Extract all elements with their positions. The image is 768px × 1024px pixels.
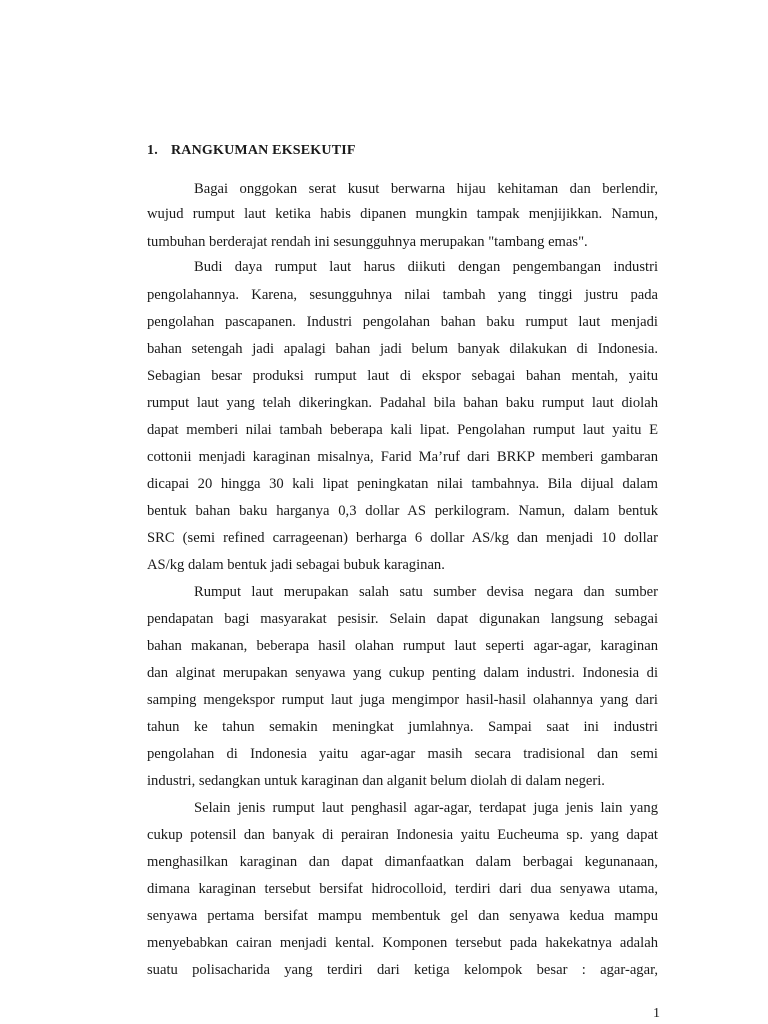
text-line: bentuk bahan baku harganya 0,3 dollar AS perkilogram. Namun, dalam bentuk xyxy=(147,503,658,519)
text-line: cottonii menjadi karaginan misalnya, Farid Ma’ruf dari BRKP memberi gambaran xyxy=(147,449,658,465)
text-line: pengolahan pascapanen. Industri pengolahan bahan baku rumput laut menjadi xyxy=(147,314,658,330)
text-line: bahan setengah jadi apalagi bahan jadi belum banyak dilakukan di Indonesia. xyxy=(147,341,658,357)
page-number: 1 xyxy=(653,1006,660,1021)
text-line: dan alginat merupakan senyawa yang cukup penting dalam industri. Indonesia di xyxy=(147,665,658,681)
text-line: Sebagian besar produksi rumput laut di ekspor sebagai bahan mentah, yaitu xyxy=(147,368,658,384)
text-line: wujud rumput laut ketika habis dipanen mungkin tampak menjijikkan. Namun, xyxy=(147,206,658,222)
text-line: pengolahannya. Karena, sesungguhnya nilai tambah yang tinggi justru pada xyxy=(147,287,658,303)
text-line: menyebabkan cairan menjadi kental. Komponen tersebut pada hakekatnya adalah xyxy=(147,935,658,951)
text-line: tumbuhan berderajat rendah ini sesungguhnya merupakan "tambang emas". xyxy=(147,234,588,250)
text-line: AS/kg dalam bentuk jadi sebagai bubuk karaginan. xyxy=(147,557,445,573)
text-line: menghasilkan karaginan dan dapat dimanfaatkan dalam berbagai kegunanaan, xyxy=(147,854,658,870)
text-line: suatu polisacharida yang terdiri dari ketiga kelompok besar : agar-agar, xyxy=(147,962,658,978)
text-line: bahan makanan, beberapa hasil olahan rumput laut seperti agar-agar, karaginan xyxy=(147,638,658,654)
section-title: RANGKUMAN EKSEKUTIF xyxy=(171,143,356,158)
text-line: Bagai onggokan serat kusut berwarna hijau kehitaman dan berlendir, xyxy=(194,181,658,197)
text-line: cukup potensil dan banyak di perairan Indonesia yaitu Eucheuma sp. yang dapat xyxy=(147,827,658,843)
section-number: 1. xyxy=(147,143,158,158)
text-line: dapat memberi nilai tambah beberapa kali lipat. Pengolahan rumput laut yaitu E xyxy=(147,422,658,438)
text-line: tahun ke tahun semakin meningkat jumlahnya. Sampai saat ini industri xyxy=(147,719,658,735)
text-line: dicapai 20 hingga 30 kali lipat peningkatan nilai tambahnya. Bila dijual dalam xyxy=(147,476,658,492)
text-line: Budi daya rumput laut harus diikuti dengan pengembangan industri xyxy=(194,259,658,275)
text-line: pendapatan bagi masyarakat pesisir. Selain dapat digunakan langsung sebagai xyxy=(147,611,658,627)
text-line: samping mengekspor rumput laut juga mengimpor hasil-hasil olahannya yang dari xyxy=(147,692,658,708)
text-line: pengolahan di Indonesia yaitu agar-agar masih secara tradisional dan semi xyxy=(147,746,658,762)
text-line: dimana karaginan tersebut bersifat hidrocolloid, terdiri dari dua senyawa utama, xyxy=(147,881,658,897)
text-line: Selain jenis rumput laut penghasil agar-agar, terdapat juga jenis lain yang xyxy=(194,800,658,816)
text-line: rumput laut yang telah dikeringkan. Padahal bila bahan baku rumput laut diolah xyxy=(147,395,658,411)
text-line: industri, sedangkan untuk karaginan dan alganit belum diolah di dalam negeri. xyxy=(147,773,605,789)
text-line: SRC (semi refined carrageenan) berharga 6 dollar AS/kg dan menjadi 10 dollar xyxy=(147,530,658,546)
text-line: senyawa pertama bersifat mampu membentuk gel dan senyawa kedua mampu xyxy=(147,908,658,924)
section-heading xyxy=(147,143,356,159)
text-line: Rumput laut merupakan salah satu sumber devisa negara dan sumber xyxy=(194,584,658,600)
